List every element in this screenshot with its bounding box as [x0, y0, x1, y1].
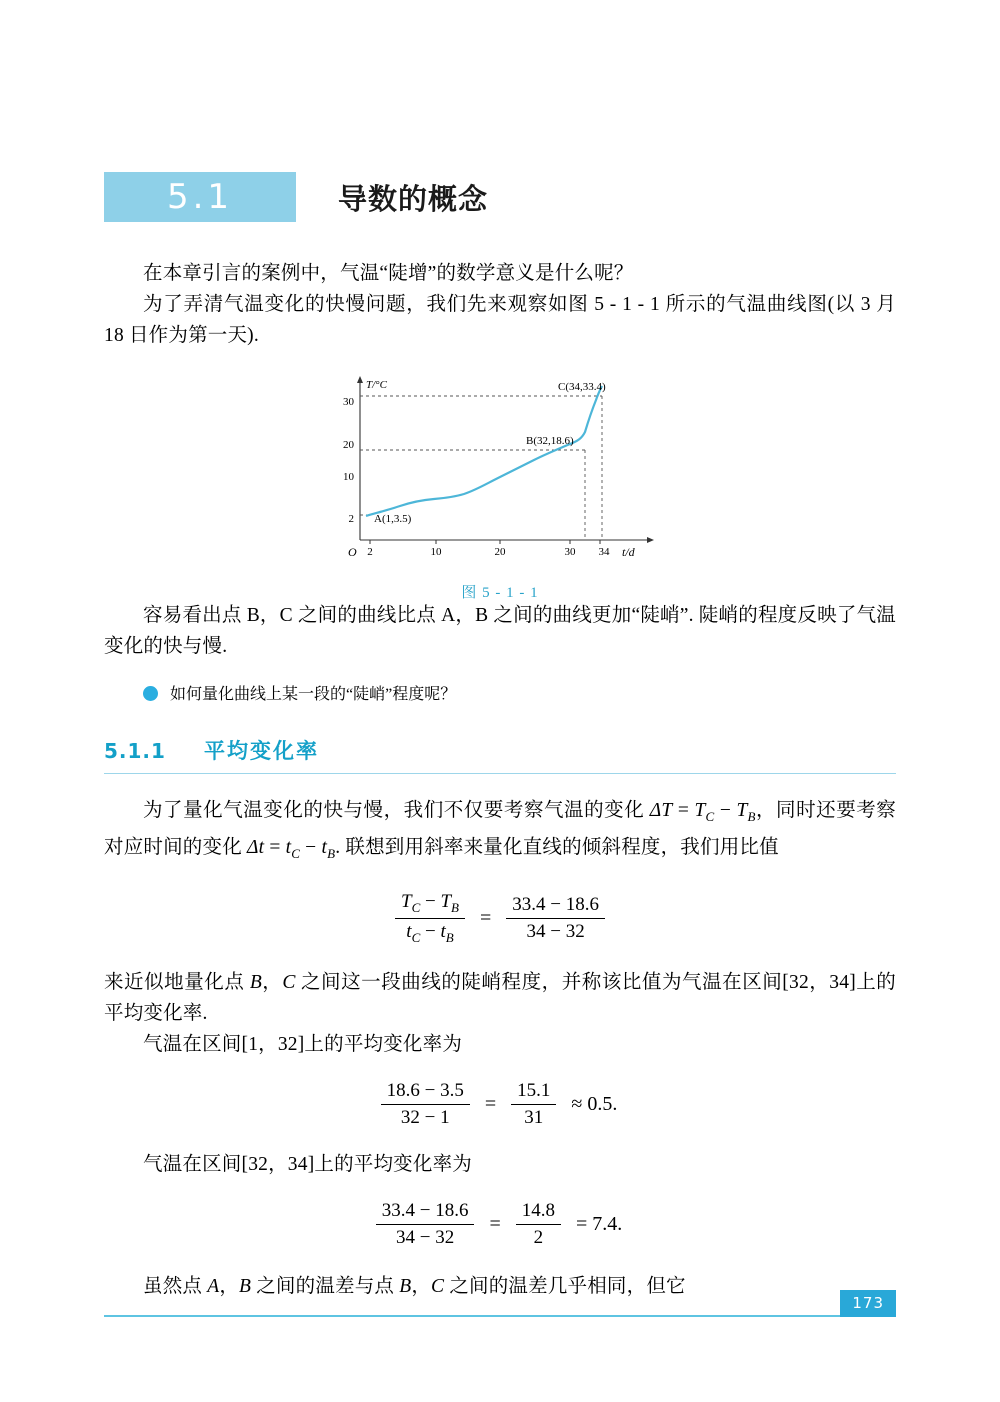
svg-text:C(34,33.4): C(34,33.4) [558, 381, 606, 393]
fraction-right-denominator: 34 − 32 [526, 920, 585, 942]
subsection-header [104, 735, 896, 774]
section-header [104, 172, 488, 222]
equation-ratio-definition [104, 891, 896, 946]
content-paragraph-3: 气温在区间[1，32]上的平均变化率为 [143, 1034, 463, 1056]
eq3-fraction-2 [516, 1200, 561, 1249]
fraction-left: $\frac{T_C - T_B}{t_C - t_B}$ [395, 891, 465, 946]
eq3-f2-denominator: 2 [533, 1227, 544, 1249]
content-paragraph-1: 为了量化气温变化的快与慢，我们不仅要考察气温的变化 $\Delta T = T_C - T_B$，同时还要考察对应时间的变化 $\Delta t = t_C - t_B$. 联想到用斜率来量化直线的倾斜程度，我们用比值 [104, 800, 897, 861]
svg-text:O: O [348, 545, 357, 559]
equals-sign: = [480, 906, 492, 929]
eq2-f2-numerator: 15.1 [511, 1080, 556, 1105]
content-paragraph-5: 虽然点 A，B 之间的温差与点 B，C 之间的温差几乎相同，但它 [143, 1276, 686, 1298]
svg-text:10: 10 [343, 471, 354, 483]
fraction-right-numerator: 33.4 − 18.6 [506, 894, 605, 919]
eq3-f1-numerator: 33.4 − 18.6 [376, 1200, 475, 1225]
section-number: 5.1 [166, 177, 234, 217]
fraction-right [506, 894, 605, 943]
content-block [104, 795, 896, 1302]
svg-text:30: 30 [564, 546, 576, 558]
eq2-fraction-2 [511, 1080, 556, 1129]
eq2-result: ≈ 0.5. [571, 1093, 618, 1116]
svg-text:34: 34 [598, 546, 610, 558]
post-figure-block [104, 600, 896, 704]
eq2-f1-numerator: 18.6 − 3.5 [381, 1080, 470, 1105]
svg-text:T/°C: T/°C [366, 379, 387, 391]
bullet-question-text: 如何量化曲线上某一段的“陡峭”程度呢？ [170, 686, 457, 703]
figure-temperature-curve [104, 370, 896, 602]
svg-text:2: 2 [367, 546, 373, 558]
svg-text:10: 10 [430, 546, 442, 558]
eq3-f2-numerator: 14.8 [516, 1200, 561, 1225]
eq3-fraction-1 [376, 1200, 475, 1249]
bullet-question-row [104, 681, 896, 704]
eq3-equals-sign: = [489, 1213, 501, 1236]
equation-avg-rate-32-34 [104, 1200, 896, 1249]
svg-text:A(1,3.5): A(1,3.5) [374, 513, 412, 525]
content-paragraph-2: 来近似地量化点 B，C 之间这一段曲线的陡峭程度，并称该比值为气温在区间[32，34]上的平均变化率. [104, 972, 896, 1025]
svg-text:20: 20 [343, 439, 354, 451]
eq3-f1-denominator: 34 − 32 [395, 1227, 455, 1249]
section-title: 导数的概念 [338, 181, 489, 216]
svg-text:2: 2 [348, 513, 354, 525]
temperature-curve-chart [330, 370, 670, 570]
bullet-dot-icon [143, 686, 158, 701]
intro-paragraph-1: 在本章引言的案例中，气温“陡增”的数学意义是什么呢？ [143, 263, 634, 284]
intro-block [104, 258, 896, 351]
intro-paragraph-3: 容易看出点 B，C 之间的曲线比点 A，B 之间的曲线更加“陡峭”. 陡峭的程度反映了气温变化的快与慢. [104, 605, 896, 657]
eq2-equals-sign: = [484, 1093, 497, 1116]
svg-text:B(32,18.6): B(32,18.6) [526, 435, 574, 447]
svg-text:20: 20 [494, 546, 506, 558]
eq2-f1-denominator: 32 − 1 [400, 1107, 450, 1129]
svg-text:30: 30 [343, 396, 354, 408]
svg-text:t/d: t/d [622, 545, 635, 559]
subsection-number: 5.1.1 [104, 739, 166, 763]
eq2-fraction-1 [381, 1080, 470, 1129]
eq3-result: = 7.4. [575, 1213, 623, 1236]
subsection-title: 平均变化率 [203, 739, 319, 763]
figure-caption: 图 5 - 1 - 1 [461, 585, 539, 601]
equation-avg-rate-1-32 [104, 1080, 896, 1129]
intro-paragraph-2: 为了弄清气温变化的快慢问题，我们先来观察如图 5 - 1 - 1 所示的气温曲线图(以 3 月 18 日作为第一天). [104, 294, 896, 346]
eq2-f2-denominator: 31 [524, 1107, 544, 1129]
content-paragraph-4: 气温在区间[32，34]上的平均变化率为 [143, 1154, 472, 1176]
page-number-badge: 173 [840, 1290, 896, 1317]
section-number-badge [104, 172, 296, 222]
footer-divider [104, 1315, 896, 1317]
